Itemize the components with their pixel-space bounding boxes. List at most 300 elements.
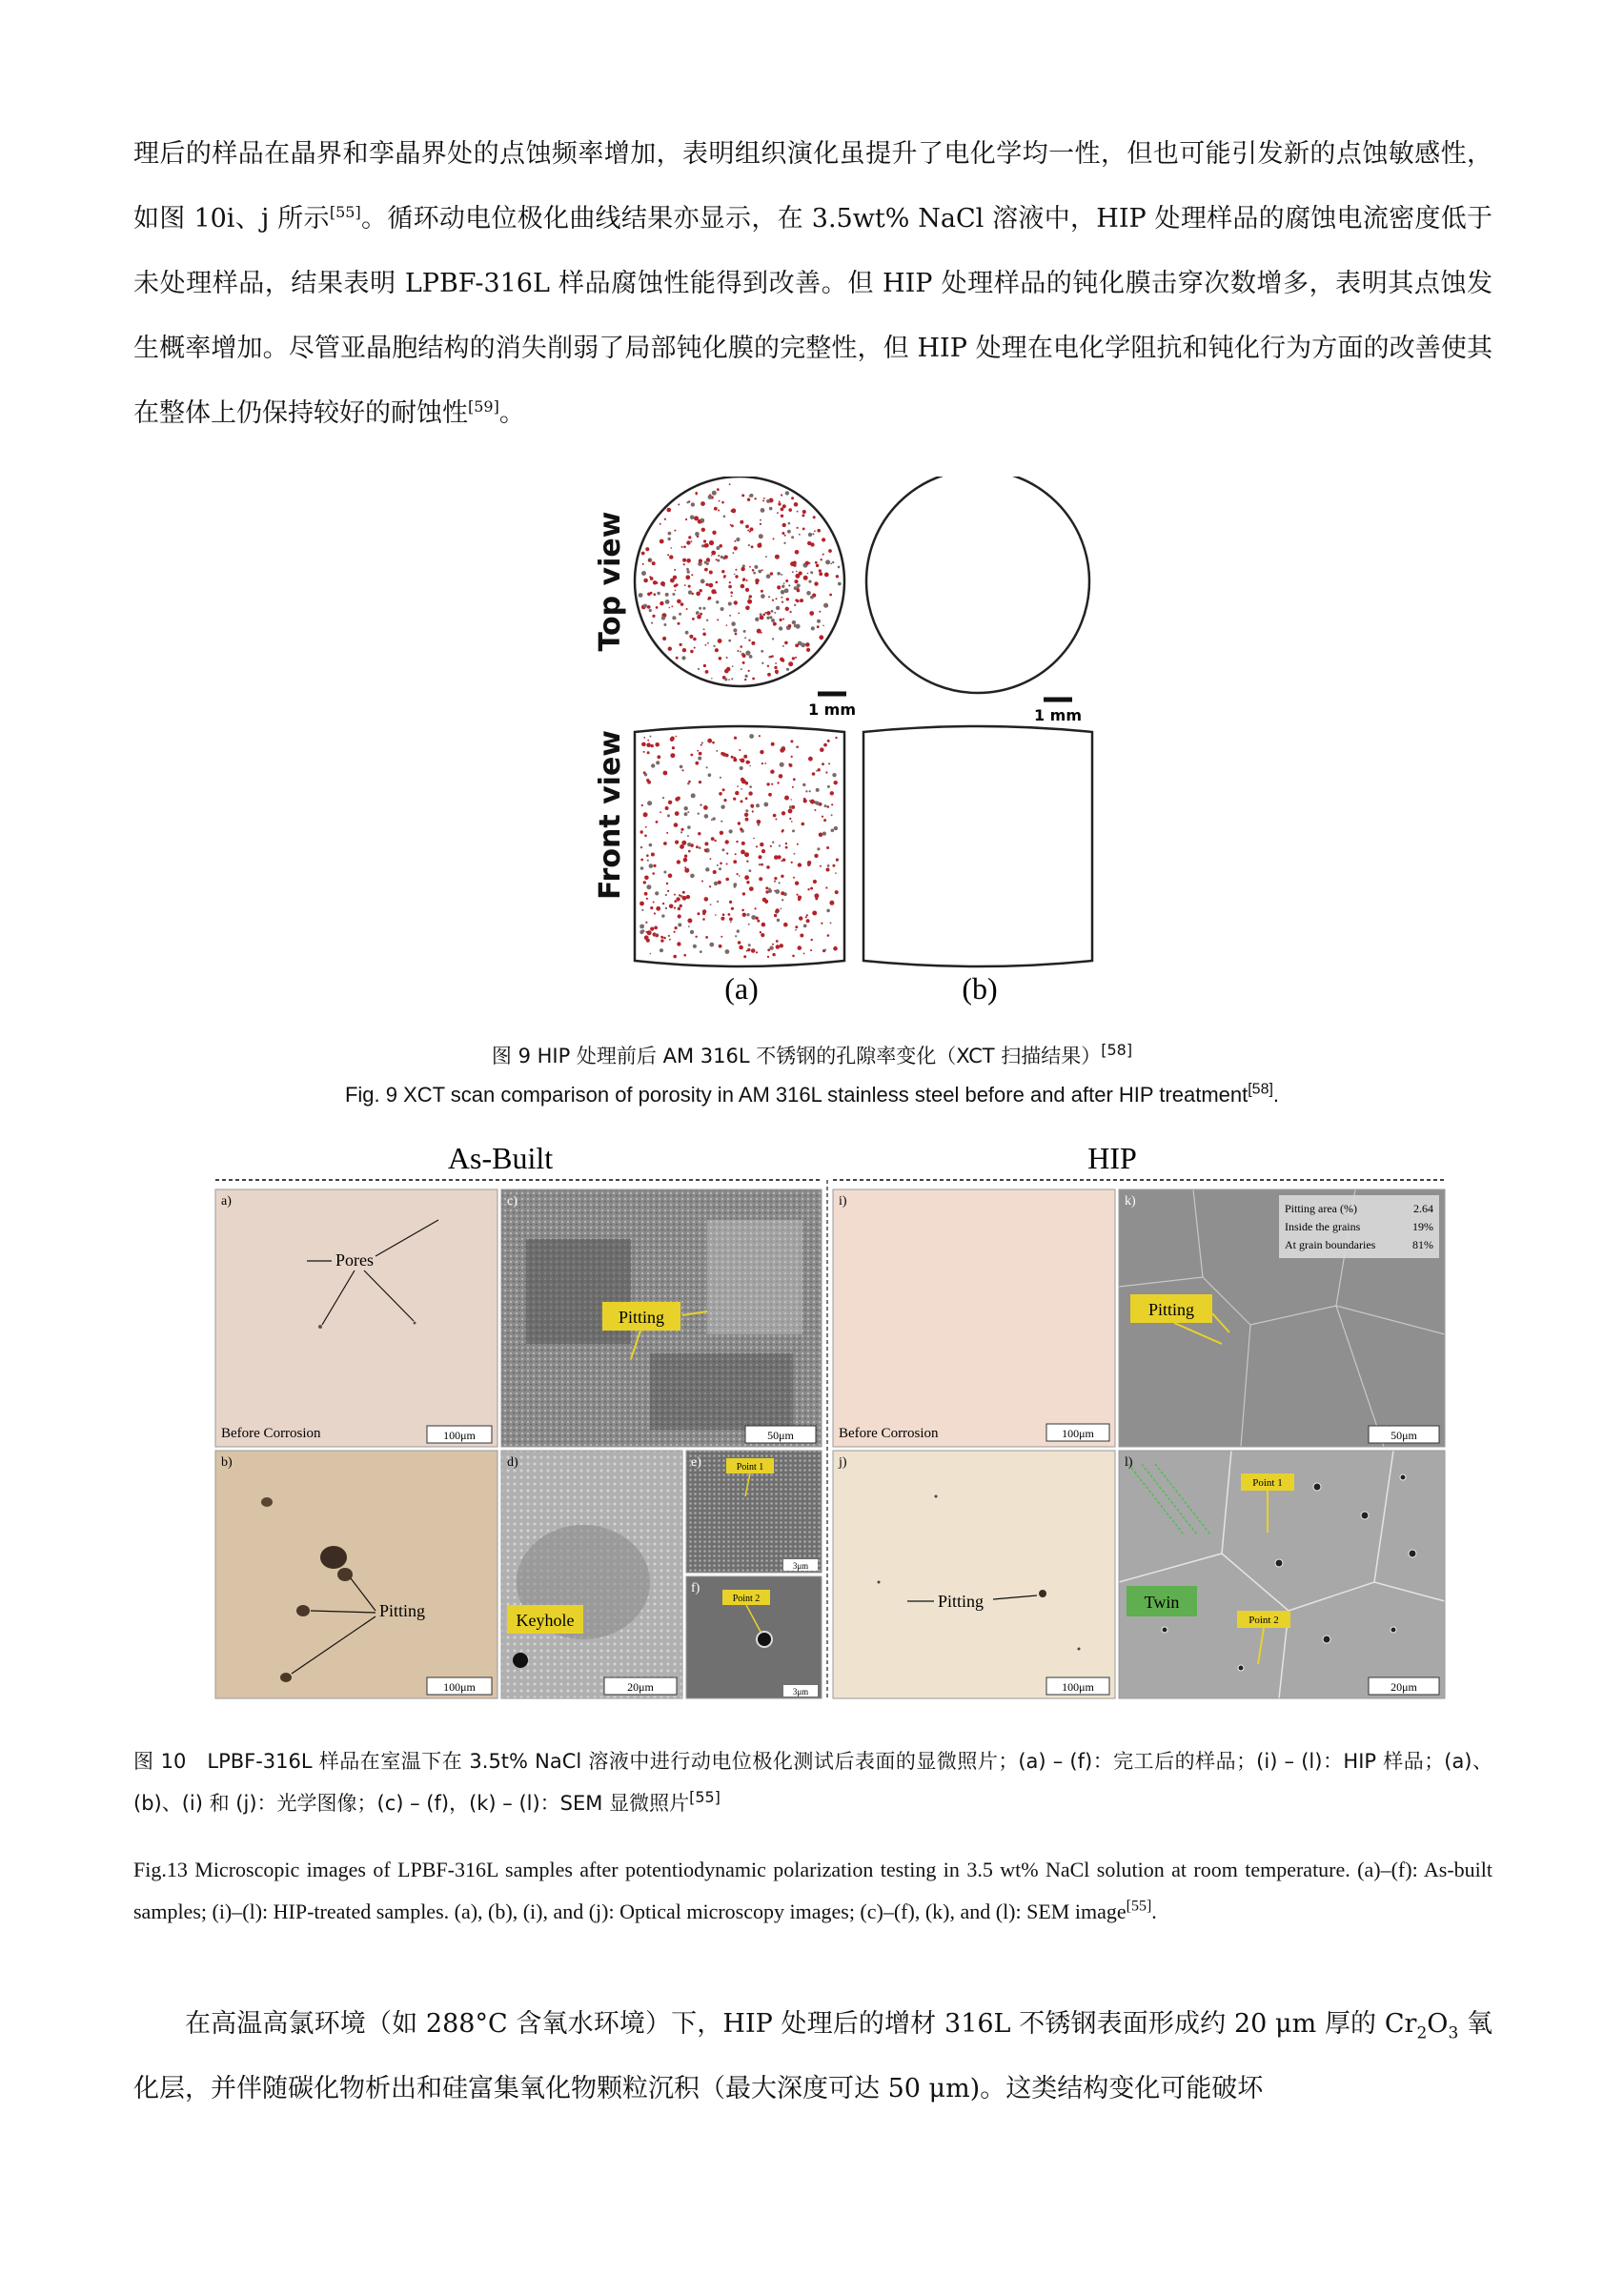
- pore-dot: [774, 666, 777, 669]
- pitting-table-label: Inside the grains: [1285, 1220, 1361, 1233]
- panel-b-label: b): [221, 1455, 233, 1470]
- pore-dot: [746, 579, 748, 581]
- pore-dot: [651, 853, 655, 857]
- pore-dot: [768, 793, 772, 797]
- pore-dot: [829, 901, 834, 905]
- scale-b: 100μm: [443, 1680, 476, 1694]
- pore-dot: [668, 801, 672, 804]
- scale-c: 50μm: [767, 1429, 794, 1442]
- pore-dot: [706, 766, 708, 768]
- pore-dot: [826, 909, 830, 913]
- pore-dot: [827, 740, 830, 742]
- pore-dot: [779, 500, 781, 502]
- pitting-table-value: 2.64: [1413, 1202, 1433, 1215]
- pore-dot: [745, 525, 749, 529]
- pore-dot: [766, 611, 770, 615]
- pore-dot: [828, 762, 830, 764]
- pore-dot: [771, 610, 774, 613]
- scale-f: 3μm: [792, 1687, 809, 1697]
- pore-dot: [771, 742, 775, 746]
- pore-dot: [722, 753, 726, 757]
- pore-dot: [733, 552, 735, 554]
- pore-dot: [777, 782, 779, 783]
- pore-dot: [730, 922, 732, 924]
- pore-dot: [795, 929, 797, 931]
- pore-dot: [655, 891, 659, 895]
- pore-dot: [825, 559, 830, 564]
- pore-dot: [726, 864, 728, 865]
- pore-dot: [762, 499, 764, 501]
- pore-dot: [761, 864, 763, 866]
- pore-dot: [691, 502, 695, 506]
- pore-dot: [686, 559, 691, 563]
- pore-dot: [825, 771, 827, 773]
- top-view-label: Top view: [594, 511, 627, 652]
- pore-dot: [687, 811, 689, 813]
- pore-dot: [749, 869, 752, 872]
- pore-dot: [767, 948, 770, 951]
- pore-dot: [822, 538, 825, 541]
- pore-dot: [742, 654, 746, 658]
- pore-dot: [644, 835, 647, 838]
- pore-dot: [645, 931, 647, 933]
- pore-dot: [700, 579, 705, 584]
- pore-dot: [646, 898, 648, 900]
- pore-dot: [696, 611, 700, 615]
- pore-dot: [668, 647, 672, 651]
- pore-dot: [718, 510, 720, 512]
- pore-dot: [645, 547, 649, 551]
- pore-dot: [773, 538, 775, 539]
- pore-dot: [784, 588, 789, 593]
- pore-dot: [646, 884, 651, 889]
- pore-dot: [782, 747, 785, 751]
- panel-d-label: d): [507, 1455, 518, 1470]
- pore-dot: [718, 639, 722, 643]
- pore-dot: [810, 571, 813, 574]
- pore-dot: [836, 859, 839, 862]
- pore-dot: [714, 882, 718, 885]
- pore-dot: [676, 657, 679, 660]
- pore-dot: [734, 737, 737, 740]
- cr2o3-sub-2: 2: [1416, 2023, 1428, 2043]
- pore-dot: [745, 651, 750, 656]
- pore-dot: [822, 816, 823, 818]
- pore-dot: [729, 901, 732, 904]
- pore-dot: [720, 777, 721, 779]
- pore-dot: [701, 742, 703, 743]
- pore-dot: [783, 542, 785, 544]
- scale-label-a: 1 mm: [807, 701, 857, 719]
- pore-dot: [721, 821, 722, 823]
- pore-dot: [759, 855, 762, 859]
- pore-dot: [700, 804, 701, 806]
- pore-dot: [776, 945, 781, 949]
- pore-dot: [639, 593, 643, 598]
- pore-dot: [662, 903, 664, 904]
- pore-dot: [692, 618, 695, 620]
- scale-i: 100μm: [1062, 1427, 1094, 1440]
- pore-dot: [757, 629, 761, 634]
- pore-dot: [792, 620, 796, 624]
- pore-dot: [717, 619, 719, 620]
- pore-dot: [803, 576, 808, 580]
- pore-dot: [673, 955, 677, 959]
- pore-dot: [797, 527, 799, 529]
- pore-dot: [688, 585, 691, 588]
- pore-dot: [777, 919, 780, 922]
- pore-dot: [824, 949, 826, 951]
- pore-dot: [684, 855, 687, 858]
- pore-dot: [646, 854, 649, 857]
- pore-dot: [667, 554, 669, 556]
- panel-l: [1119, 1451, 1445, 1698]
- pore-dot: [678, 503, 680, 505]
- pore-dot: [775, 662, 777, 664]
- pore-dot: [790, 799, 792, 801]
- pore-dot: [703, 805, 708, 810]
- pore-dot: [826, 846, 829, 849]
- pore-dot: [712, 491, 717, 496]
- pore-dot: [782, 601, 783, 603]
- pore-dot: [645, 826, 647, 828]
- pore-dot: [768, 596, 770, 598]
- pore-dot: [682, 559, 686, 562]
- pore-dot: [789, 763, 793, 767]
- pore-dot: [733, 860, 737, 864]
- pore-dot: [737, 650, 739, 652]
- pore-dot: [706, 620, 708, 621]
- pore-dot: [795, 550, 800, 555]
- pore-dot: [656, 906, 660, 911]
- pore-dot: [647, 605, 651, 609]
- pore-dot: [719, 500, 721, 502]
- pore-dot: [697, 615, 701, 620]
- pore-dot: [719, 657, 722, 660]
- pore-dot: [644, 773, 647, 776]
- pore-dot: [785, 846, 788, 849]
- pore-dot: [742, 578, 745, 580]
- pore-dot: [795, 574, 800, 579]
- paragraph-2-text-b: 氧化层，并伴随碳化物析出和硅富集氧化物颗粒沉积（最大深度可达 50 μm)。这类结构变化可能破坏: [133, 2009, 1492, 2103]
- pore-dot: [719, 945, 722, 948]
- pore-dot: [805, 642, 810, 647]
- pore-dot: [728, 585, 732, 589]
- pore-dot: [684, 806, 688, 810]
- pore-dot: [669, 904, 674, 909]
- pore-dot: [764, 762, 766, 764]
- pore-dot: [731, 524, 734, 527]
- pore-dot: [642, 563, 644, 565]
- pore-dot: [738, 941, 741, 945]
- pore-dot: [761, 508, 765, 513]
- pore-dot: [646, 742, 651, 747]
- pore-dot: [742, 913, 746, 917]
- pore-dot: [674, 569, 676, 571]
- pore-dot: [749, 655, 753, 659]
- pore-dot: [741, 800, 743, 803]
- top-view-circle-b: [866, 477, 1089, 693]
- pore-dot: [707, 642, 709, 644]
- pore-dot: [809, 611, 814, 616]
- pore-dot: [807, 573, 809, 575]
- pore-dot: [777, 512, 779, 514]
- pore-dot: [643, 812, 648, 817]
- pore-dot: [660, 936, 663, 939]
- pore-dot: [735, 569, 737, 571]
- pore-dot: [717, 864, 719, 866]
- pore-dot: [685, 575, 690, 579]
- pore-dot: [704, 897, 709, 902]
- annotation-pitting-c: Pitting: [618, 1308, 665, 1327]
- panel-k-label: k): [1125, 1194, 1136, 1209]
- pore-dot: [791, 497, 794, 499]
- pore-dot: [731, 596, 733, 598]
- figure-9-caption-en-ref: [58]: [1248, 1081, 1273, 1098]
- pore-dot: [788, 508, 792, 512]
- pore-dot: [672, 746, 675, 749]
- pore-dot: [820, 747, 824, 752]
- pore-dot: [823, 819, 826, 822]
- pore-dot: [797, 511, 799, 513]
- pore-dot: [810, 596, 814, 599]
- pore-dot: [792, 657, 795, 660]
- pore-dot: [829, 594, 832, 597]
- pore-dot: [741, 778, 744, 782]
- pore-dot: [741, 842, 745, 845]
- pore-dot: [788, 809, 793, 814]
- subfigure-label-a: (a): [724, 971, 759, 1006]
- pore-dot: [695, 762, 699, 765]
- pore-dot: [823, 743, 827, 747]
- pore-dot: [720, 831, 723, 835]
- pore-dot: [677, 942, 680, 945]
- pore-dot: [767, 673, 771, 677]
- pore-dot: [687, 835, 689, 837]
- figure-10-caption-en-text: Fig.13 Microscopic images of LPBF-316L samples after potentiodynamic polarization testing in 3.5 wt% NaCl solution at room temperature. (a)–(f): As-built samples; (i)–(l): HIP-treated samples. (a), (b), (i), and (j): Optical microscopy images; (c)–(f), (k), and (l): SEM image: [133, 1858, 1492, 1923]
- pore-dot: [699, 846, 701, 849]
- pore-dot: [770, 770, 774, 774]
- panel-j: [833, 1451, 1115, 1698]
- pore-dot: [697, 750, 699, 752]
- pore-dot: [705, 936, 708, 939]
- pore-dot: [705, 583, 708, 586]
- pore-dot: [667, 814, 670, 817]
- pore-dot: [715, 648, 719, 652]
- paragraph-1-text-c: 。: [498, 398, 525, 428]
- pore-dot: [654, 593, 657, 596]
- annotation-before-corrosion-a: Before Corrosion: [221, 1426, 321, 1441]
- pore-dot: [699, 607, 701, 610]
- pore-dot: [795, 925, 798, 928]
- pore-dot: [702, 607, 705, 610]
- pore-dot: [784, 796, 789, 801]
- pore-dot: [734, 885, 737, 888]
- pore-dot: [681, 656, 685, 660]
- pore-dot: [831, 803, 833, 805]
- pore-dot: [702, 918, 705, 921]
- figure-9-caption-en-text: Fig. 9 XCT scan comparison of porosity in AM 316L stainless steel before and after HIP treatment: [344, 1083, 1248, 1107]
- top-view-circle-a: [635, 477, 844, 686]
- figure-9: [581, 477, 1115, 1010]
- pore-dot: [782, 899, 783, 901]
- pore-dot: [761, 933, 764, 937]
- pore-dot: [749, 595, 752, 598]
- pore-dot: [698, 832, 700, 835]
- pore-dot: [761, 923, 766, 927]
- pore-dot: [679, 613, 681, 616]
- pore-dot: [665, 806, 669, 810]
- pore-dot: [718, 881, 721, 884]
- figure-10-caption-en: [133, 1849, 1492, 1933]
- pore-dot: [745, 809, 748, 812]
- pore-dot: [824, 804, 827, 807]
- pore-dot: [710, 904, 712, 905]
- pore-dot: [716, 750, 718, 752]
- pore-dot: [816, 788, 820, 792]
- pore-dot: [822, 554, 824, 556]
- pore-dot: [719, 867, 721, 870]
- pore-dot: [649, 609, 652, 612]
- pore-dot: [640, 859, 643, 862]
- pore-dot: [731, 907, 734, 910]
- pore-dot: [662, 637, 666, 640]
- pore-dot: [760, 616, 764, 620]
- pore-dot: [741, 494, 744, 497]
- pore-dot: [712, 817, 715, 820]
- pore-dot: [769, 507, 773, 511]
- pore-dot: [830, 922, 832, 924]
- pore-dot: [711, 678, 713, 680]
- pore-dot: [713, 870, 717, 874]
- pore-dot: [777, 572, 781, 576]
- pore-dot: [774, 877, 777, 880]
- pore-dot: [770, 572, 773, 575]
- pore-dot: [650, 927, 654, 931]
- pore-dot: [651, 744, 654, 747]
- pore-dot: [677, 860, 680, 864]
- pore-dot: [644, 892, 648, 896]
- pore-dot: [814, 854, 818, 858]
- pitting-table-label: At grain boundaries: [1285, 1238, 1376, 1251]
- pore-dot: [711, 555, 713, 557]
- scale-j: 100μm: [1062, 1680, 1094, 1694]
- pore-dot: [810, 887, 813, 890]
- pore-dot: [802, 783, 805, 786]
- pore-dot: [799, 534, 801, 536]
- pore-dot: [735, 791, 739, 795]
- pore-dot: [686, 501, 688, 503]
- pore-dot: [684, 584, 686, 586]
- pore-dot: [740, 827, 742, 830]
- pore-dot: [802, 510, 806, 514]
- pore-dot: [714, 507, 718, 511]
- pore-dot: [699, 752, 702, 756]
- panel-f: [686, 1576, 822, 1698]
- pore-dot: [709, 540, 714, 545]
- panel-a: [215, 1189, 497, 1447]
- pore-dot: [820, 865, 822, 867]
- pore-dot: [749, 531, 751, 533]
- pore-dot: [704, 814, 709, 819]
- pore-dot: [739, 875, 741, 877]
- pore-dot: [760, 523, 761, 525]
- pore-dot: [668, 935, 670, 937]
- pore-dot: [812, 533, 814, 535]
- pore-dot: [723, 577, 725, 579]
- pore-dot: [798, 896, 802, 900]
- scale-k: 50μm: [1391, 1429, 1417, 1442]
- panel-a-label: a): [221, 1194, 232, 1209]
- pore-dot: [675, 926, 678, 929]
- pore-dot: [741, 909, 744, 912]
- pore-dot: [787, 530, 791, 534]
- pore-dot: [788, 624, 791, 627]
- pore-dot: [769, 946, 773, 950]
- pore-dot: [746, 913, 749, 916]
- pore-dot: [748, 791, 752, 795]
- pore-dot: [766, 865, 770, 869]
- pore-dot: [819, 635, 823, 640]
- pore-dot: [661, 616, 665, 620]
- pore-dot: [693, 638, 697, 641]
- pore-dot: [779, 882, 781, 884]
- pore-dot: [684, 812, 688, 816]
- pore-dot: [760, 519, 761, 521]
- panel-e: [686, 1451, 822, 1573]
- pore-dot: [728, 602, 732, 606]
- figure-10: [212, 1134, 1451, 1706]
- pore-dot: [754, 498, 756, 499]
- pore-dot: [749, 495, 752, 498]
- pore-dot: [668, 538, 671, 540]
- pore-dot: [641, 571, 646, 576]
- pore-dot: [708, 495, 713, 499]
- pore-dot: [687, 825, 691, 829]
- pore-dot: [718, 555, 720, 557]
- pore-dot: [665, 907, 667, 909]
- pore-dot: [817, 620, 821, 623]
- pore-dot: [652, 872, 655, 875]
- pore-dot: [791, 756, 793, 758]
- pore-dot: [731, 508, 736, 513]
- pore-dot: [722, 788, 725, 791]
- pore-dot: [827, 805, 830, 808]
- pore-dot: [813, 880, 817, 884]
- pore-dot: [739, 945, 743, 950]
- pore-dot: [643, 751, 645, 753]
- pore-dot: [734, 574, 736, 576]
- pore-dot: [696, 592, 700, 597]
- pore-dot: [759, 877, 762, 881]
- pore-dot: [758, 823, 761, 826]
- pore-dot: [676, 736, 678, 738]
- pore-dot: [785, 579, 788, 582]
- pore-dot: [751, 948, 756, 953]
- pore-dot: [770, 845, 772, 847]
- pore-dot: [764, 900, 768, 904]
- pore-dot: [753, 838, 755, 840]
- pore-dot: [695, 532, 700, 537]
- pore-dot: [738, 613, 740, 615]
- pore-dot: [669, 939, 671, 941]
- pore-dot: [785, 491, 789, 495]
- pore-dot: [769, 616, 772, 619]
- pore-dot: [765, 890, 768, 893]
- pore-dot: [674, 894, 676, 896]
- pore-dot: [660, 811, 661, 813]
- scale-a: 100μm: [443, 1429, 476, 1442]
